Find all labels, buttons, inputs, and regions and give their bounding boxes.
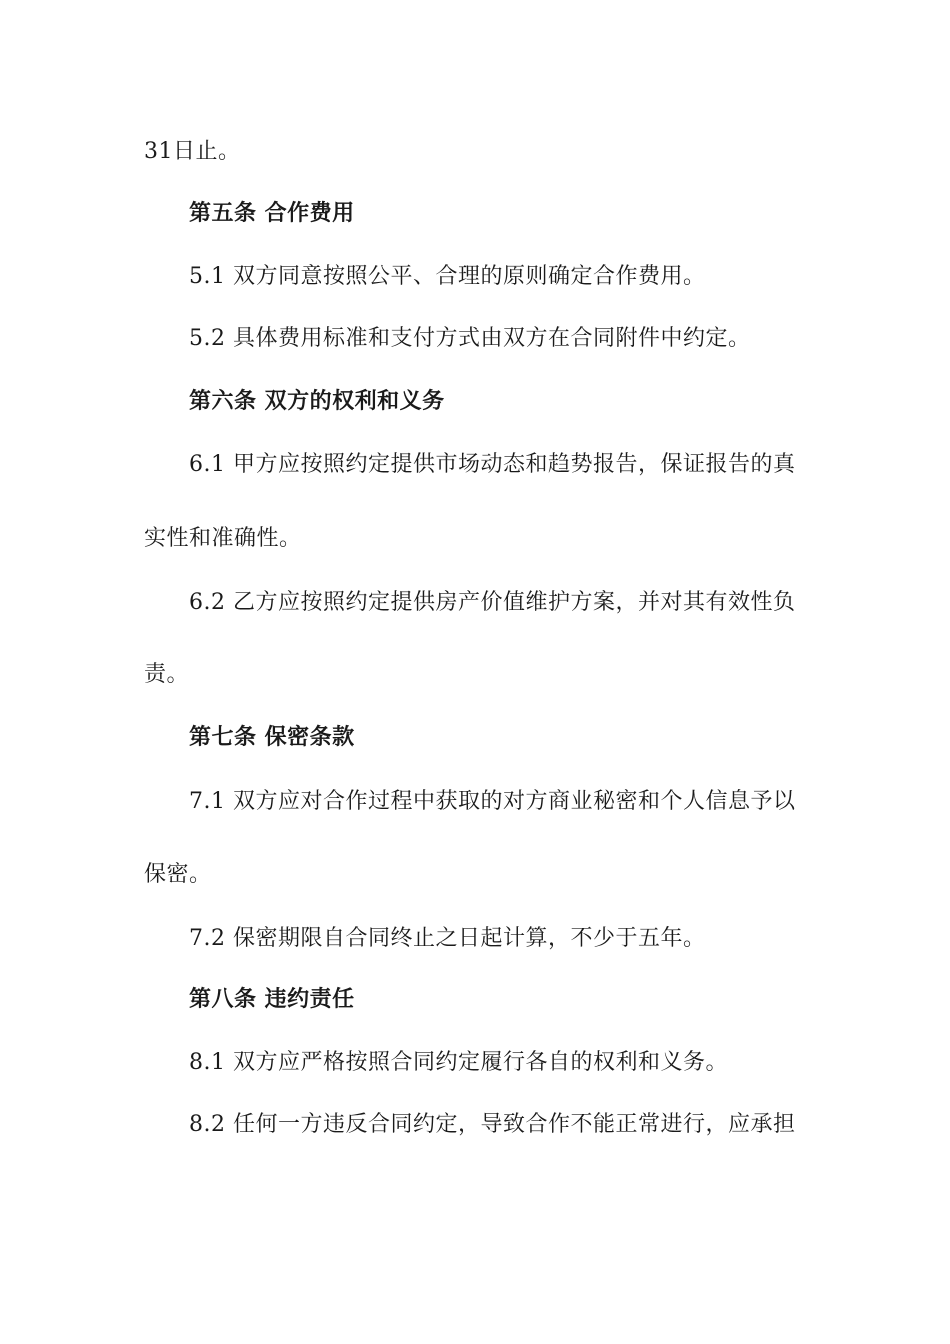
clause-7-2: 7.2 保密期限自合同终止之日起计算，不少于五年。 bbox=[189, 926, 706, 951]
clause-6-1-continuation: 实性和准确性。 bbox=[144, 526, 302, 551]
section-heading-5: 第五条 合作费用 bbox=[189, 201, 355, 226]
clause-6-2-continuation: 责。 bbox=[144, 662, 190, 687]
section-heading-6: 第六条 双方的权利和义务 bbox=[189, 389, 445, 414]
continuation-line: 31日止。 bbox=[144, 139, 241, 164]
clause-6-1: 6.1 甲方应按照约定提供市场动态和趋势报告，保证报告的真 bbox=[189, 452, 796, 477]
clause-5-1: 5.1 双方同意按照公平、合理的原则确定合作费用。 bbox=[189, 264, 706, 289]
section-heading-8: 第八条 违约责任 bbox=[189, 987, 355, 1012]
clause-5-2: 5.2 具体费用标准和支付方式由双方在合同附件中约定。 bbox=[189, 326, 751, 351]
clause-7-1-continuation: 保密。 bbox=[144, 862, 212, 887]
clause-8-2: 8.2 任何一方违反合同约定，导致合作不能正常进行，应承担 bbox=[189, 1112, 796, 1137]
section-heading-7: 第七条 保密条款 bbox=[189, 725, 355, 750]
clause-7-1: 7.1 双方应对合作过程中获取的对方商业秘密和个人信息予以 bbox=[189, 789, 796, 814]
clause-6-2: 6.2 乙方应按照约定提供房产价值维护方案，并对其有效性负 bbox=[189, 590, 796, 615]
clause-8-1: 8.1 双方应严格按照合同约定履行各自的权利和义务。 bbox=[189, 1050, 728, 1075]
